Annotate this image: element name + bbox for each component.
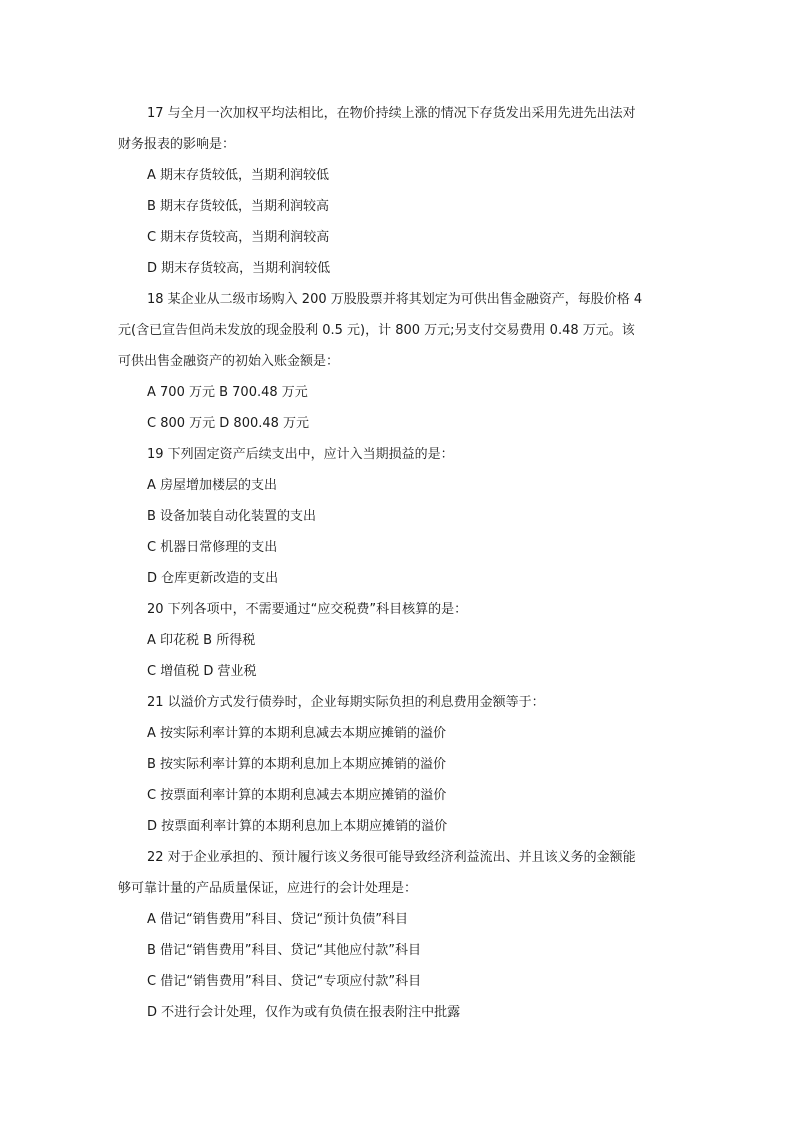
option-a-b: A 700 万元 B 700.48 万元: [147, 385, 308, 400]
question-stem: 22 对于企业承担的、预计履行该义务很可能导致经济利益流出、并且该义务的金额能: [147, 850, 636, 865]
option-a: A 按实际利率计算的本期利息减去本期应摊销的溢价: [147, 726, 447, 741]
option-c: C 按票面利率计算的本期利息减去本期应摊销的溢价: [147, 788, 447, 803]
question-stem: 元(含已宣告但尚未发放的现金股利 0.5 元)，计 800 万元;另支付交易费用 0.48 万元。该: [118, 323, 635, 338]
question-19: [118, 439, 678, 594]
option-c: C 期末存货较高，当期利润较高: [147, 230, 330, 245]
option-b: B 期末存货较低，当期利润较高: [147, 199, 330, 214]
option-c: C 借记“销售费用”科目、贷记“专项应付款”科目: [147, 974, 422, 989]
option-d: D 按票面利率计算的本期利息加上本期应摊销的溢价: [147, 819, 448, 834]
question-stem: 21 以溢价方式发行债券时，企业每期实际负担的利息费用金额等于：: [147, 695, 545, 710]
option-a-b: A 印花税 B 所得税: [147, 633, 256, 648]
option-b: B 借记“销售费用”科目、贷记“其他应付款”科目: [147, 943, 421, 958]
option-d: D 不进行会计处理，仅作为或有负债在报表附注中批露: [147, 1005, 461, 1020]
question-21: [118, 687, 678, 842]
option-b: B 按实际利率计算的本期利息加上本期应摊销的溢价: [147, 757, 447, 772]
option-d: D 仓库更新改造的支出: [147, 571, 279, 586]
option-d: D 期末存货较高，当期利润较低: [147, 261, 331, 276]
question-22: [118, 842, 678, 1028]
option-c-d: C 增值税 D 营业税: [147, 664, 257, 679]
option-c-d: C 800 万元 D 800.48 万元: [147, 416, 310, 431]
question-stem: 19 下列固定资产后续支出中，应计入当期损益的是：: [147, 447, 454, 462]
question-stem: 可供出售金融资产的初始入账金额是：: [118, 354, 340, 369]
question-20: [118, 594, 678, 687]
option-c: C 机器日常修理的支出: [147, 540, 278, 555]
option-a: A 房屋增加楼层的支出: [147, 478, 278, 493]
option-b: B 设备加装自动化装置的支出: [147, 509, 317, 524]
option-a: A 期末存货较低，当期利润较低: [147, 168, 330, 183]
option-a: A 借记“销售费用”科目、贷记“预计负债”科目: [147, 912, 408, 927]
question-18: [118, 284, 678, 439]
question-list: [118, 98, 678, 1028]
question-stem: 17 与全月一次加权平均法相比，在物价持续上涨的情况下存货发出采用先进先出法对: [147, 106, 636, 121]
question-stem: 财务报表的影响是：: [118, 137, 236, 152]
question-stem: 20 下列各项中，不需要通过“应交税费”科目核算的是：: [147, 602, 468, 617]
question-17: [118, 98, 678, 284]
question-stem: 18 某企业从二级市场购入 200 万股股票并将其划定为可供出售金融资产，每股价格 4: [147, 292, 643, 307]
question-stem: 够可靠计量的产品质量保证，应进行的会计处理是：: [118, 881, 418, 896]
